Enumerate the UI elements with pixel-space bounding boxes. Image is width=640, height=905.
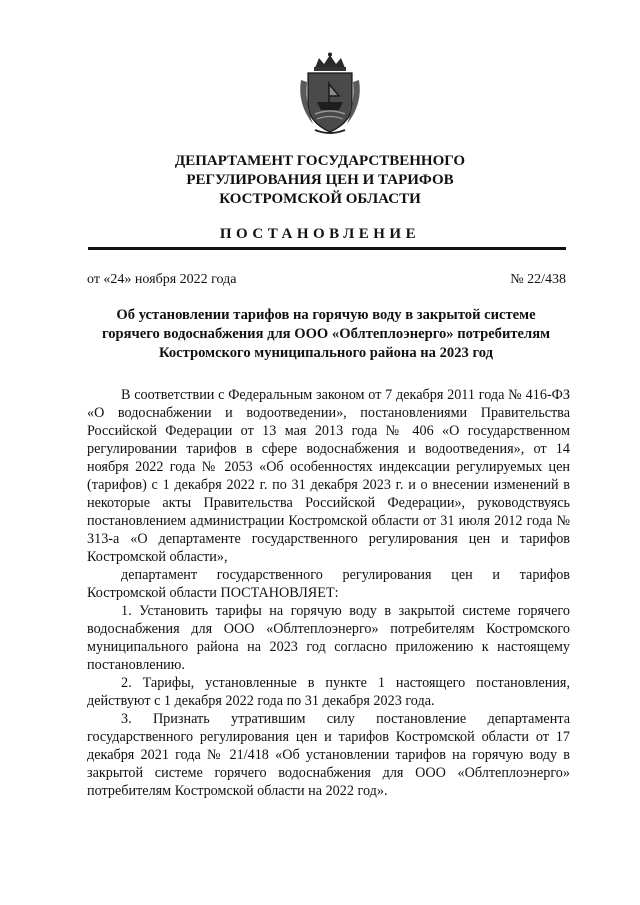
- department-line: КОСТРОМСКОЙ ОБЛАСТИ: [219, 191, 421, 207]
- document-type-title: ПОСТАНОВЛЕНИЕ: [219, 226, 421, 242]
- clause-1-paragraph: 1. Установить тарифы на горячую воду в закрытой системе горячего водоснабжения для ООО «Облтеплоэнерго» потребителям Костромского муниципального района на 2023 год согласно приложению к настоящему постановлению.: [87, 603, 570, 673]
- document-number: № 22/438: [510, 272, 566, 287]
- subject-line: Костромского муниципального района на 2023 год: [159, 345, 493, 361]
- coat-of-arms-icon: [295, 52, 365, 136]
- document-body: [87, 386, 570, 800]
- preamble-paragraph: В соответствии с Федеральным законом от 7 декабря 2011 года № 416-ФЗ «О водоснабжении и водоотведении», постановлениями Правительства Российской Федерации от 13 мая 2013 года № 406 «О государственном регулировании тарифов в сфере водоснабжения и водоотведения», от 14 ноября 2022 года № 2053 «Об особенностях индексации регулируемых цен (тарифов) с 1 декабря 2022 г. по 31 декабря 2023 г. и о внесении изменений в некоторые акты Правительства Российской Федерации», руководствуясь постановлением администрации Костромской области от 31 июля 2012 года № 313-а «О департаменте государственного регулирования цен и тарифов Костромской области»,: [87, 387, 570, 565]
- department-line: ДЕПАРТАМЕНТ ГОСУДАРСТВЕННОГО: [174, 153, 466, 169]
- subject-line: горячего водоснабжения для ООО «Облтеплоэнерго» потребителям: [101, 326, 551, 342]
- clause-2-paragraph: 2. Тарифы, установленные в пункте 1 настоящего постановления, действуют с 1 декабря 2022 года по 31 декабря 2023 года.: [87, 675, 570, 709]
- document-date: от «24» ноября 2022 года: [87, 272, 237, 287]
- document-subject: [80, 306, 572, 363]
- header-divider: [88, 247, 566, 250]
- resolution-paragraph: департамент государственного регулирования цен и тарифов Костромской области ПОСТАНОВЛЯЕТ:: [87, 567, 570, 601]
- subject-line: Об установлении тарифов на горячую воду в закрытой системе: [116, 307, 536, 323]
- department-name: [0, 152, 640, 209]
- department-line: РЕГУЛИРОВАНИЯ ЦЕН И ТАРИФОВ: [186, 172, 454, 188]
- clause-3-paragraph: 3. Признать утратившим силу постановление департамента государственного регулирования цен и тарифов Костромской области от 17 декабря 2021 года № 21/418 «Об установлении тарифов на горячую воду в закрытой системе горячего водоснабжения для ООО «Облтеплоэнерго» потребителям Костромской области на 2022 год».: [87, 711, 570, 799]
